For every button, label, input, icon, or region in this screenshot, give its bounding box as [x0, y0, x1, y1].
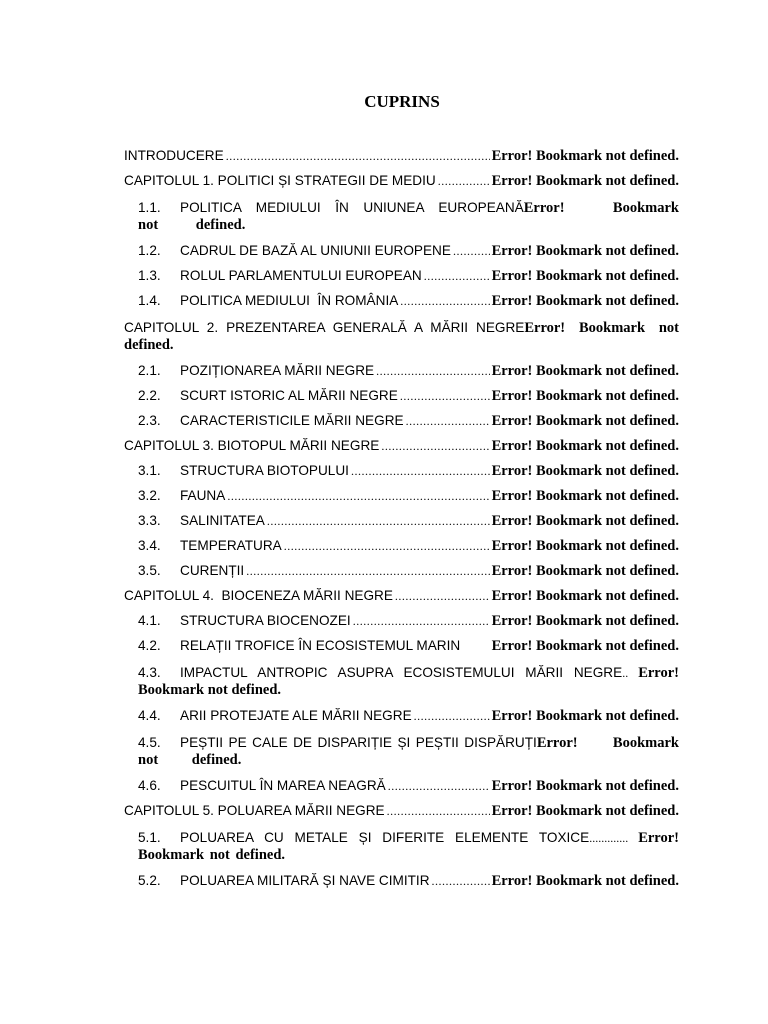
- error-text: Error! Bookmark not defined.: [491, 563, 679, 579]
- toc-entry-chapter-5[interactable]: [124, 803, 679, 828]
- toc-number: 4.3.: [138, 665, 161, 680]
- error-text: Error! Bookmark not defined.: [491, 388, 679, 404]
- error-text: Error! Bookmark not defined.: [491, 243, 679, 259]
- leader-dots: [353, 614, 490, 629]
- toc-label: STRUCTURA BIOTOPULUI: [180, 463, 349, 478]
- toc-number: 5.2.: [138, 873, 161, 888]
- toc-label: CAPITOLUL 5. POLUAREA MĂRII NEGRE: [124, 803, 385, 818]
- error-text: Error! Bookmark not defined.: [491, 413, 679, 429]
- toc-entry-2-3[interactable]: [124, 413, 679, 438]
- leader-dots: [400, 389, 490, 404]
- toc-number: 4.2.: [138, 638, 161, 653]
- error-text: Error! Bookmark not defined.: [491, 148, 679, 164]
- toc-entry-chapter-1[interactable]: [124, 173, 679, 198]
- toc-number: 1.1.: [138, 200, 161, 215]
- toc-entry-2-1[interactable]: [124, 363, 679, 388]
- toc-label: ROLUL PARLAMENTULUI EUROPEAN: [180, 268, 422, 283]
- leader-dots: [424, 269, 490, 284]
- leader-dots: [438, 174, 490, 189]
- error-text: Error! Bookmark not defined.: [491, 363, 679, 379]
- toc-number: 3.1.: [138, 463, 161, 478]
- toc-number: 3.5.: [138, 563, 161, 578]
- leader-dots: [453, 244, 490, 259]
- toc-number: 2.2.: [138, 388, 161, 403]
- error-text: Error! Bookmark not defined.: [491, 613, 679, 629]
- leader-dots: [395, 589, 490, 604]
- toc-label: POLUAREA CU METALE ȘI DIFERITE ELEMENTE TOXICE: [180, 830, 590, 845]
- toc-entry-introducere[interactable]: [124, 148, 679, 173]
- toc-entry-chapter-4[interactable]: [124, 588, 679, 613]
- toc-number: 4.6.: [138, 778, 161, 793]
- toc-entry-1-4[interactable]: [124, 293, 679, 318]
- error-text: Error! Bookmark not defined.: [491, 293, 679, 309]
- error-text: Error! Bookmark not defined.: [124, 320, 679, 353]
- error-text: Error! Bookmark not defined.: [138, 200, 679, 233]
- toc-entry-4-4[interactable]: [124, 708, 679, 733]
- error-text: Error! Bookmark not defined.: [138, 665, 679, 698]
- error-text: Error! Bookmark not defined.: [491, 638, 679, 654]
- error-text: Error! Bookmark not defined.: [491, 803, 679, 819]
- error-text: Error! Bookmark not defined.: [491, 438, 679, 454]
- toc-entry-1-1[interactable]: [124, 198, 679, 234]
- error-text: Error! Bookmark not defined.: [491, 268, 679, 284]
- toc-number: 3.4.: [138, 538, 161, 553]
- error-text: Error! Bookmark not defined.: [138, 735, 679, 768]
- toc-number: 1.2.: [138, 243, 161, 258]
- leader-dots: [284, 539, 490, 554]
- toc-entry-4-2[interactable]: [124, 638, 679, 663]
- toc-number: 4.5.: [138, 735, 161, 750]
- leader-dots: [388, 779, 490, 794]
- toc-entry-1-3[interactable]: [124, 268, 679, 293]
- leader-dots: [246, 564, 489, 579]
- toc-label: CAPITOLUL 3. BIOTOPUL MĂRII NEGRE: [124, 438, 380, 453]
- toc-label: CADRUL DE BAZĂ AL UNIUNII EUROPENE: [180, 243, 451, 258]
- error-text: Error! Bookmark not defined.: [491, 488, 679, 504]
- toc-label: CAPITOLUL 1. POLITICI ȘI STRATEGII DE MEDIU: [124, 173, 436, 188]
- leader-dots: [387, 804, 490, 819]
- leader-dots: [376, 364, 489, 379]
- toc-number: 2.1.: [138, 363, 161, 378]
- toc-entry-chapter-3[interactable]: [124, 438, 679, 463]
- error-text: Error! Bookmark not defined.: [491, 778, 679, 794]
- leader-dots: [227, 489, 489, 504]
- toc-label: INTRODUCERE: [124, 148, 224, 163]
- toc-entry-4-5[interactable]: [124, 733, 679, 769]
- error-text: Error! Bookmark not defined.: [491, 538, 679, 554]
- leader-dots: [432, 874, 490, 889]
- leader-dots: [414, 709, 490, 724]
- toc-number: 1.4.: [138, 293, 161, 308]
- leader-dots: ..: [622, 666, 639, 680]
- toc-label: ARII PROTEJATE ALE MĂRII NEGRE: [180, 708, 412, 723]
- toc-number: 4.1.: [138, 613, 161, 628]
- toc-entry-4-1[interactable]: [124, 613, 679, 638]
- toc-entry-3-1[interactable]: [124, 463, 679, 488]
- leader-dots: [400, 294, 489, 309]
- leader-dots: .............: [589, 831, 639, 845]
- toc-label: SCURT ISTORIC AL MĂRII NEGRE: [180, 388, 398, 403]
- toc-label: POZIȚIONAREA MĂRII NEGRE: [180, 363, 375, 378]
- toc-label: CAPITOLUL 4. BIOCENEZA MĂRII NEGRE: [124, 588, 393, 603]
- toc-label: IMPACTUL ANTROPIC ASUPRA ECOSISTEMULUI MĂRII NEGRE: [180, 665, 623, 680]
- leader-dots: [226, 149, 490, 164]
- toc-label: PESCUITUL ÎN MAREA NEAGRĂ: [180, 778, 386, 793]
- toc-number: 3.3.: [138, 513, 161, 528]
- error-text: Error! Bookmark not defined.: [491, 708, 679, 724]
- toc-entry-3-2[interactable]: [124, 488, 679, 513]
- toc-label: CAPITOLUL 2. PREZENTAREA GENERALĂ A MĂRII NEGRE: [124, 320, 525, 335]
- toc-entry-5-1[interactable]: [124, 828, 679, 864]
- toc-number: 2.3.: [138, 413, 161, 428]
- leader-dots: [351, 464, 490, 479]
- toc-label: RELAȚII TROFICE ÎN ECOSISTEMUL MARIN: [180, 638, 461, 653]
- toc-label: POLITICA MEDIULUI ÎN UNIUNEA EUROPEANĂ: [180, 200, 524, 215]
- toc-label: POLUAREA MILITARĂ ȘI NAVE CIMITIR: [180, 873, 430, 888]
- error-text: Error! Bookmark not defined.: [491, 513, 679, 529]
- toc-label: TEMPERATURA: [180, 538, 282, 553]
- toc-label: CARACTERISTICILE MĂRII NEGRE: [180, 413, 404, 428]
- toc-entry-3-4[interactable]: [124, 538, 679, 563]
- leader-dots: [381, 439, 489, 454]
- toc-entry-4-3[interactable]: [124, 663, 679, 699]
- error-text: Error! Bookmark not defined.: [491, 588, 679, 604]
- error-text: Error! Bookmark not defined.: [491, 173, 679, 189]
- table-of-contents: [124, 148, 679, 898]
- toc-number: 5.1.: [138, 830, 161, 845]
- toc-label: PEȘTII PE CALE DE DISPARIȚIE ȘI PEȘTII DISPĂRUȚI: [180, 735, 537, 750]
- toc-entry-5-2[interactable]: [124, 873, 679, 898]
- page-title: CUPRINS: [364, 92, 440, 111]
- leader-dots: [267, 514, 490, 529]
- toc-number: 3.2.: [138, 488, 161, 503]
- error-text: Error! Bookmark not defined.: [491, 463, 679, 479]
- toc-label: STRUCTURA BIOCENOZEI: [180, 613, 351, 628]
- toc-entry-4-6[interactable]: [124, 778, 679, 803]
- toc-label: CURENȚII: [180, 563, 245, 578]
- toc-label: POLITICA MEDIULUI ÎN ROMÂNIA: [180, 293, 399, 308]
- error-text: Error! Bookmark not defined.: [138, 830, 679, 863]
- toc-number: 4.4.: [138, 708, 161, 723]
- toc-label: FAUNA: [180, 488, 226, 503]
- error-text: Error! Bookmark not defined.: [491, 873, 679, 889]
- leader-dots: [406, 414, 490, 429]
- toc-number: 1.3.: [138, 268, 161, 283]
- toc-entry-1-2[interactable]: [124, 243, 679, 268]
- toc-entry-2-2[interactable]: [124, 388, 679, 413]
- toc-entry-chapter-2[interactable]: [124, 318, 679, 354]
- toc-label: SALINITATEA: [180, 513, 265, 528]
- toc-entry-3-3[interactable]: [124, 513, 679, 538]
- toc-entry-3-5[interactable]: [124, 563, 679, 588]
